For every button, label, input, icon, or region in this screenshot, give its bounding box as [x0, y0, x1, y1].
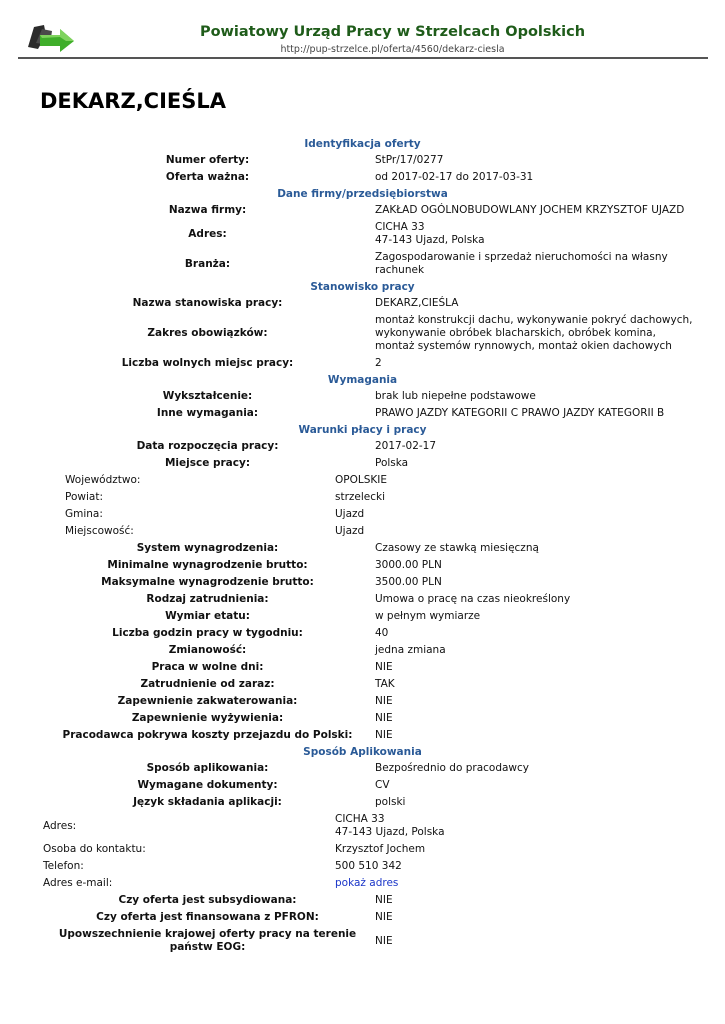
detail-row	[0, 557, 725, 574]
detail-value: NIE	[375, 661, 393, 673]
detail-row	[0, 312, 725, 355]
detail-row	[0, 489, 725, 506]
detail-value: NIE	[375, 695, 393, 707]
detail-value: strzelecki	[335, 491, 386, 503]
section-heading: Wymagania	[327, 374, 398, 386]
detail-value: CV	[375, 779, 390, 791]
detail-row	[0, 405, 725, 422]
detail-label: Nazwa stanowiska pracy:	[132, 297, 283, 309]
detail-label: Wykształcenie:	[162, 390, 253, 402]
detail-label: Data rozpoczęcia pracy:	[136, 440, 279, 452]
detail-label: Branża:	[184, 257, 231, 270]
detail-row	[0, 625, 725, 642]
detail-value: 2017-02-17	[375, 440, 437, 452]
detail-row	[0, 926, 725, 956]
detail-label: Praca w wolne dni:	[151, 661, 264, 673]
detail-label: Oferta ważna:	[165, 171, 250, 183]
detail-label: Numer oferty:	[165, 154, 250, 166]
detail-label: Wymagane dokumenty:	[137, 779, 278, 791]
detail-value: 3000.00 PLN	[375, 559, 442, 571]
detail-label: Zapewnienie zakwaterowania:	[117, 695, 298, 707]
detail-row	[0, 506, 725, 523]
detail-row	[0, 909, 725, 926]
detail-label: Sposób aplikowania:	[146, 762, 269, 774]
detail-value: Bezpośrednio do pracodawcy	[375, 762, 529, 774]
detail-value: NIE	[375, 894, 393, 906]
section-heading: Sposób Aplikowania	[303, 746, 422, 758]
detail-row	[0, 727, 725, 744]
show-email-link[interactable]: pokaż adres	[335, 877, 399, 889]
detail-row	[0, 455, 725, 472]
site-header	[0, 0, 725, 62]
detail-value: brak lub niepełne podstawowe	[375, 390, 536, 402]
detail-label: Pracodawca pokrywa koszty przejazdu do Polski:	[62, 729, 353, 741]
detail-value: NIE	[375, 729, 393, 741]
detail-label: Adres:	[43, 819, 77, 832]
detail-value: Polska	[375, 457, 409, 469]
detail-row	[0, 760, 725, 777]
detail-label: Adres e-mail:	[43, 877, 113, 889]
detail-row	[0, 710, 725, 727]
detail-row	[0, 249, 725, 279]
detail-value: Krzysztof Jochem	[335, 843, 426, 855]
detail-label: Nazwa firmy:	[168, 204, 247, 216]
detail-value: PRAWO JAZDY KATEGORII C PRAWO JAZDY KATEGORII B	[375, 407, 665, 419]
detail-value: TAK	[375, 678, 395, 690]
section-heading: Warunki płacy i pracy	[298, 424, 427, 436]
detail-label: Maksymalne wynagrodzenie brutto:	[101, 576, 314, 588]
detail-label: Zatrudnienie od zaraz:	[140, 678, 275, 690]
detail-value: od 2017-02-17 do 2017-03-31	[375, 171, 534, 183]
section-heading: Dane firmy/przedsiębiorstwa	[277, 188, 448, 200]
detail-label: Zmianowość:	[168, 644, 247, 656]
detail-value: ZAKŁAD OGÓLNOBUDOWLANY JOCHEM KRZYSZTOF UJAZD	[375, 204, 685, 216]
detail-row	[0, 608, 725, 625]
detail-label: Liczba wolnych miejsc pracy:	[121, 357, 294, 369]
section-heading: Identyfikacja oferty	[304, 138, 421, 150]
detail-value: CICHA 33 47-143 Ujazd, Polska	[335, 813, 445, 838]
detail-row	[0, 295, 725, 312]
detail-row	[0, 540, 725, 557]
detail-label: Język składania aplikacji:	[133, 796, 282, 808]
header-divider	[18, 57, 708, 59]
detail-label: Zapewnienie wyżywienia:	[131, 712, 284, 724]
detail-row	[0, 794, 725, 811]
detail-label: Miejsce pracy:	[164, 457, 251, 469]
detail-row	[0, 642, 725, 659]
detail-row	[0, 438, 725, 455]
detail-row	[0, 811, 725, 841]
detail-row	[0, 892, 725, 909]
detail-row	[0, 841, 725, 858]
detail-row	[0, 591, 725, 608]
detail-label: Województwo:	[65, 474, 141, 486]
detail-row	[0, 676, 725, 693]
detail-label: Zakres obowiązków:	[147, 327, 268, 339]
detail-row	[0, 777, 725, 794]
detail-value: CICHA 33 47-143 Ujazd, Polska	[375, 221, 485, 246]
detail-label: Czy oferta jest finansowana z PFRON:	[96, 911, 319, 923]
detail-value: Umowa o pracę na czas nieokreślony	[375, 593, 571, 605]
detail-row	[0, 355, 725, 372]
detail-row	[0, 152, 725, 169]
detail-row	[0, 693, 725, 710]
detail-row	[0, 523, 725, 540]
detail-value: Zagospodarowanie i sprzedaż nieruchomości na własny rachunek	[375, 251, 668, 276]
detail-label: Wymiar etatu:	[165, 610, 250, 622]
detail-value: 40	[375, 627, 389, 639]
detail-value: NIE	[375, 712, 393, 724]
detail-row	[0, 659, 725, 676]
detail-value: jedna zmiana	[375, 644, 446, 656]
detail-value: 2	[375, 357, 382, 369]
detail-label: Miejscowość:	[65, 525, 134, 537]
detail-row	[0, 388, 725, 405]
detail-label: Powiat:	[65, 491, 103, 503]
detail-value: Ujazd	[335, 508, 365, 520]
detail-label: Osoba do kontaktu:	[43, 843, 146, 855]
detail-label: Czy oferta jest subsydiowana:	[118, 894, 297, 906]
detail-row	[0, 574, 725, 591]
detail-value: polski	[375, 796, 406, 808]
detail-row	[0, 858, 725, 875]
detail-value: NIE	[375, 911, 393, 923]
detail-value: Ujazd	[335, 525, 365, 537]
detail-value: DEKARZ,CIEŚLA	[375, 297, 459, 309]
detail-row	[0, 875, 725, 892]
detail-value: NIE	[375, 934, 393, 947]
page-title: DEKARZ,CIEŚLA	[40, 89, 227, 113]
detail-label: Minimalne wynagrodzenie brutto:	[107, 559, 308, 571]
detail-row	[0, 472, 725, 489]
detail-row	[0, 169, 725, 186]
detail-label: Inne wymagania:	[156, 407, 259, 419]
detail-row	[0, 219, 725, 249]
detail-label: Telefon:	[43, 860, 84, 872]
detail-value: montaż konstrukcji dachu, wykonywanie pokryć dachowych, wykonywanie obróbek blacharskich, obróbek komina, montaż systemów rynnowych, montaż okien dachowych	[375, 314, 693, 352]
detail-label: Gmina:	[65, 508, 103, 520]
detail-label: Rodzaj zatrudnienia:	[146, 593, 269, 605]
detail-label: Adres:	[188, 227, 227, 240]
detail-value: 3500.00 PLN	[375, 576, 442, 588]
site-title: Powiatowy Urząd Pracy w Strzelcach Opolskich	[199, 24, 586, 40]
detail-label: System wynagrodzenia:	[136, 542, 279, 554]
offer-details	[0, 136, 725, 956]
detail-row	[0, 202, 725, 219]
detail-value: w pełnym wymiarze	[375, 610, 481, 622]
detail-value: OPOLSKIE	[335, 474, 387, 486]
detail-label: Liczba godzin pracy w tygodniu:	[112, 627, 303, 639]
section-heading: Stanowisko pracy	[310, 281, 415, 293]
detail-value: Czasowy ze stawką miesięczną	[375, 542, 539, 554]
detail-label: Upowszechnienie krajowej oferty pracy na terenie państw EOG:	[58, 928, 357, 953]
detail-value: 500 510 342	[335, 860, 402, 872]
site-url[interactable]: http://pup-strzelce.pl/oferta/4560/dekarz-ciesla	[280, 44, 505, 55]
detail-value: StPr/17/0277	[375, 154, 444, 166]
